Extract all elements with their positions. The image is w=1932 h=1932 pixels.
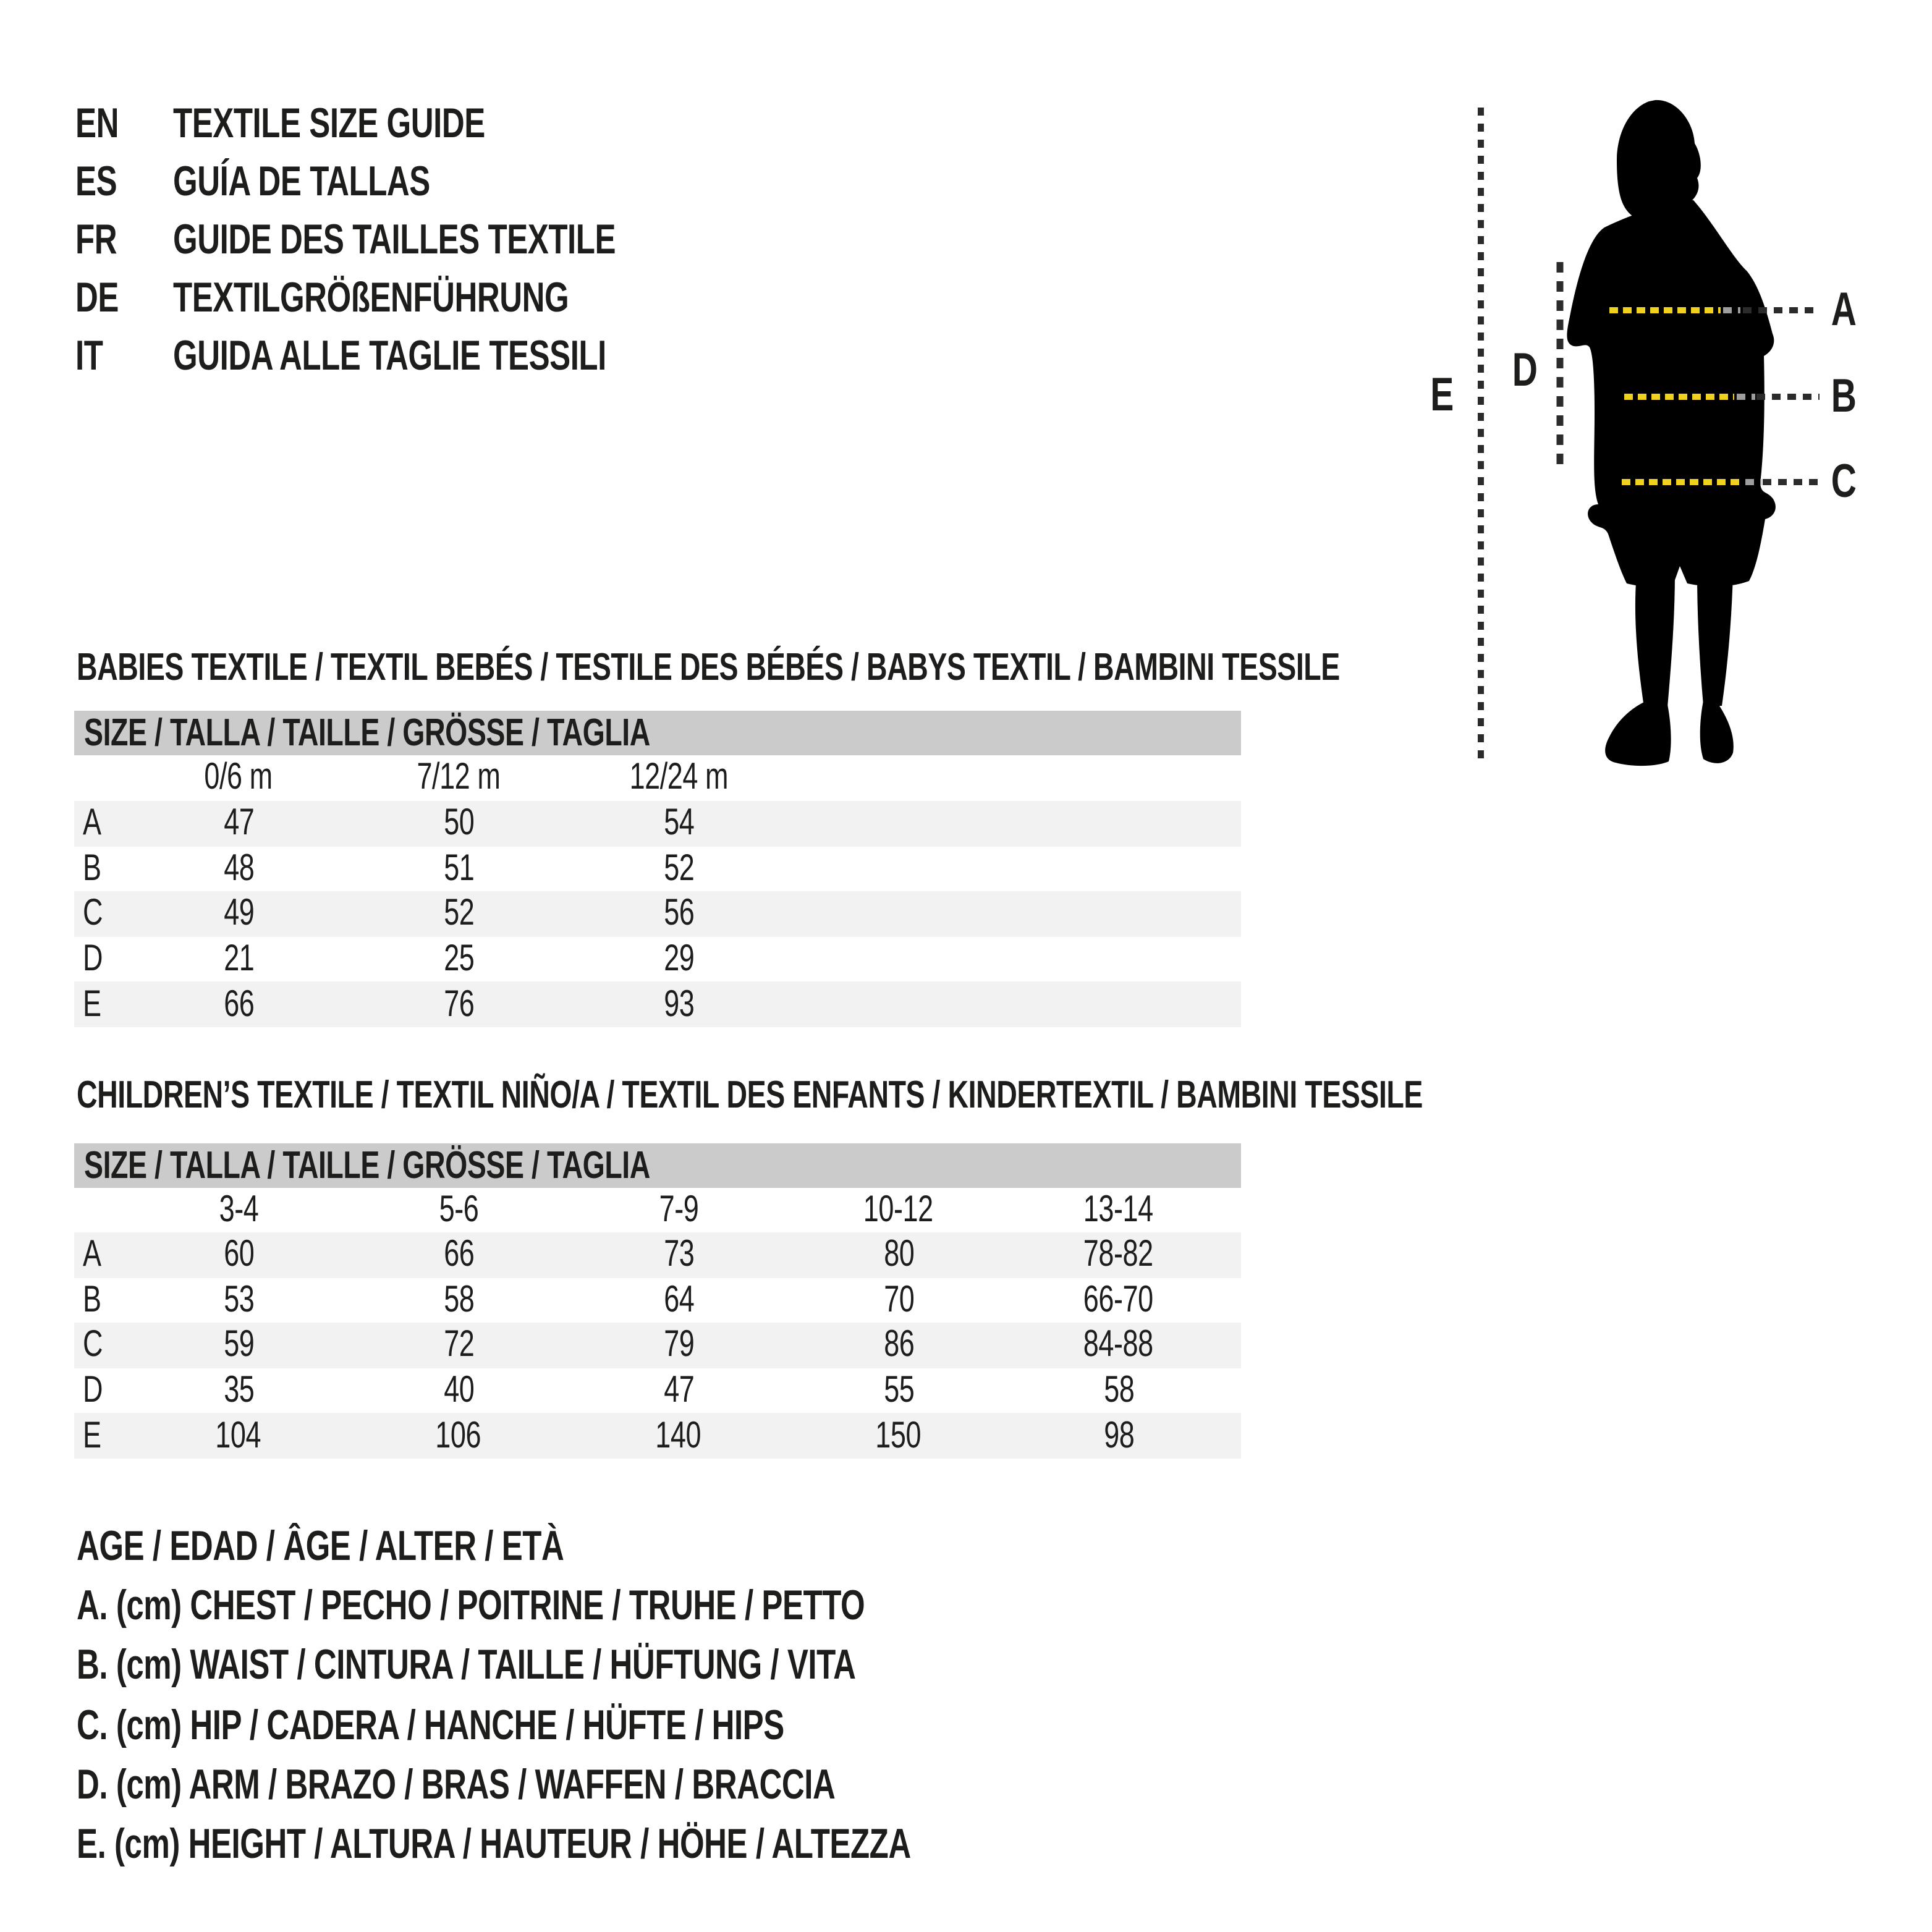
table-row: C 49 52 56 <box>74 891 1241 936</box>
lang-code-de: DE <box>75 274 119 321</box>
measure-label-b: B <box>1831 371 1857 423</box>
babies-size-header-bar: SIZE / TALLA / TAILLE / GRÖSSE / TAGLIA <box>74 711 1241 755</box>
legend-age: AGE / EDAD / ÂGE / ALTER / ETÀ <box>77 1522 564 1570</box>
lang-row-it <box>75 328 763 386</box>
children-col-13-14: 13-14 <box>1083 1189 1154 1230</box>
babies-col-12-24m: 12/24 m <box>629 756 728 797</box>
legend-height: E. (cm) HEIGHT / ALTURA / HAUTEUR / HÖHE / ALTEZZA <box>77 1821 911 1868</box>
lang-title-de: TEXTILGRÖßENFÜHRUNG <box>173 274 569 321</box>
table-row: A 47 50 54 <box>74 801 1241 846</box>
lang-code-en: EN <box>75 100 119 147</box>
measure-label-e: E <box>1431 370 1454 422</box>
children-col-10-12: 10-12 <box>863 1189 934 1230</box>
children-size-table <box>74 1232 1241 1459</box>
lang-title-es: GUÍA DE TALLAS <box>173 158 430 205</box>
lang-title-en: TEXTILE SIZE GUIDE <box>173 100 485 147</box>
babies-col-7-12m: 7/12 m <box>417 756 501 797</box>
lang-row-en <box>75 95 763 153</box>
legend-hip: C. (cm) HIP / CADERA / HANCHE / HÜFTE / HIPS <box>77 1701 784 1749</box>
babies-column-headers <box>74 754 1241 801</box>
table-row: E 104 106 140 150 98 <box>74 1413 1241 1459</box>
lang-row-fr <box>75 211 763 269</box>
legend-arm: D. (cm) ARM / BRAZO / BRAS / WAFFEN / BRACCIA <box>77 1761 836 1808</box>
table-row: A 60 66 73 80 78-82 <box>74 1232 1241 1277</box>
table-row: D 21 25 29 <box>83 938 694 980</box>
lang-title-it: GUIDA ALLE TAGLIE TESSILI <box>173 333 606 379</box>
children-section-title: CHILDREN’S TEXTILE / TEXTIL NIÑO/A / TEXTIL DES ENFANTS / KINDERTEXTIL / BAMBINI TESSILE <box>77 1073 1423 1116</box>
babies-size-table <box>74 801 1241 1027</box>
children-column-headers <box>74 1188 1241 1232</box>
lang-title-fr: GUIDE DES TAILLES TEXTILE <box>173 216 616 263</box>
measure-label-d: D <box>1512 345 1538 397</box>
children-size-header-bar: SIZE / TALLA / TAILLE / GRÖSSE / TAGLIA <box>74 1143 1241 1188</box>
silhouette-right-shoe <box>1700 701 1734 763</box>
lang-row-de <box>75 269 763 328</box>
babies-col-0-6m: 0/6 m <box>204 756 273 797</box>
measure-label-c: C <box>1831 456 1857 508</box>
lang-row-es <box>75 153 763 211</box>
children-col-7-9: 7-9 <box>659 1189 698 1230</box>
measure-label-a: A <box>1831 284 1857 336</box>
measurement-legend <box>77 1517 1189 1875</box>
table-row: E 66 76 93 <box>74 982 1241 1027</box>
table-row: B 53 58 64 70 66-70 <box>83 1279 1154 1320</box>
silhouette-left-shoe <box>1605 702 1671 766</box>
babies-section-title: BABIES TEXTILE / TEXTIL BEBÉS / TESTILE DES BÉBÉS / BABYS TEXTIL / BAMBINI TESSILE <box>77 645 1340 688</box>
legend-chest: A. (cm) CHEST / PECHO / POITRINE / TRUHE / PETTO <box>77 1582 865 1629</box>
legend-waist: B. (cm) WAIST / CINTURA / TAILLE / HÜFTUNG / VITA <box>77 1642 856 1689</box>
lang-code-fr: FR <box>75 216 117 263</box>
table-row: C 59 72 79 86 84-88 <box>74 1323 1241 1368</box>
lang-code-es: ES <box>75 158 117 205</box>
table-row: B 48 51 52 <box>83 847 694 889</box>
children-col-5-6: 5-6 <box>439 1189 478 1230</box>
children-col-3-4: 3-4 <box>219 1189 258 1230</box>
lang-code-it: IT <box>75 333 103 379</box>
table-row: D 35 40 47 55 58 <box>83 1370 1134 1411</box>
language-header <box>75 95 763 386</box>
